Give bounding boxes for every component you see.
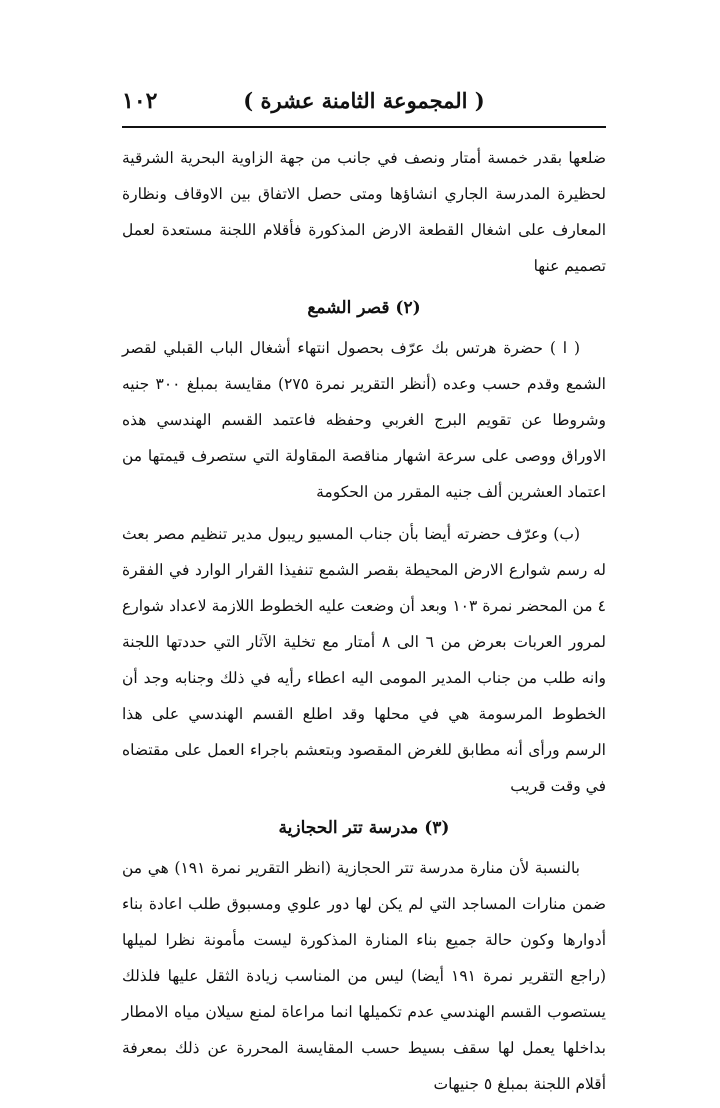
page-body	[122, 140, 606, 1108]
intro-paragraph: ضلعها بقدر خمسة أمتار ونصف في جانب من جهة الزاوية البحرية الشرقية لحظيرة المدرسة الجاري انشاؤها ومتى حصل الاتفاق بين الاوقاف ونظارة المعارف على اشغال القطعة الارض المذكورة فأقلام اللجنة مستعدة لعمل تصميم عنها	[122, 149, 606, 275]
header-divider	[122, 126, 606, 128]
page-number: ١٠٢	[122, 88, 158, 114]
paragraph-a: ( ا ) حضرة هرتس بك عرّف بحصول انتهاء أشغال الباب القبلي لقصر الشمع وقدم حسب وعده (أنظر التقرير نمرة ٢٧٥) مقايسة بمبلغ ٣٠٠ جنيه وشروطا عن تقويم البرج الغربي وحفظه فاعتمد القسم الهندسي هذه الاوراق ووصى على سرعة اشهار مناقصة المقاولة التي ستصرف قيمتها من اعتماد العشرين ألف جنيه المقرر من الحكومة	[122, 339, 606, 501]
page-header	[122, 84, 606, 124]
paragraph-b: (ب) وعرّف حضرته أيضا بأن جناب المسيو ريبول مدير تنظيم مصر بعث له رسم شوارع الارض المحيطة بقصر الشمع تنفيذا القرار الوارد في الفقرة ٤ من المحضر نمرة ١٠٣ وبعد أن وضعت عليه الخطوط اللازمة لاعداد شوارع لمرور العربات بعرض من ٦ الى ٨ أمتار مع تخلية الآثار التي حددتها اللجنة وانه طلب من جناب المدير المومى اليه اعطاء رأيه في ذلك وجنابه وجد أن الخطوط المرسومة هي في محلها وقد اطلع القسم الهندسي على هذا الرسم ورأى أنه مطابق للغرض المقصود وبتعشم باجراء العمل على مقتضاه في وقت قريب	[122, 525, 606, 795]
section-heading-qasr-al-shamaa: (٢) قصر الشمع	[307, 298, 421, 318]
page-title: ( المجموعة الثامنة عشرة )	[243, 88, 485, 113]
paragraph-madrasa-tatar: بالنسبة لأن منارة مدرسة تتر الحجازية (انظر التقرير نمرة ١٩١) هي من ضمن منارات المساجد التي لم يكن لها دور علوي ومسبوق طلب اعادة بناء أدوارها وكون حالة جميع بناء المنارة المذكورة ليست مأمونة نظرا لميلها (راجع التقرير نمرة ١٩١ أيضا) ليس من المناسب زيادة الثقل عليها فلذلك يستصوب القسم الهندسي عدم تكميلها انما مراعاة لمنع سيلان مياه الامطار بداخلها يعمل لها سقف بسيط حسب المقايسة المحررة عن ذلك بمعرفة أقلام اللجنة بمبلغ ٥ جنيهات	[122, 859, 606, 1093]
section-heading-madrasa-tatar: (٣) مدرسة تتر الحجازية	[278, 818, 450, 838]
